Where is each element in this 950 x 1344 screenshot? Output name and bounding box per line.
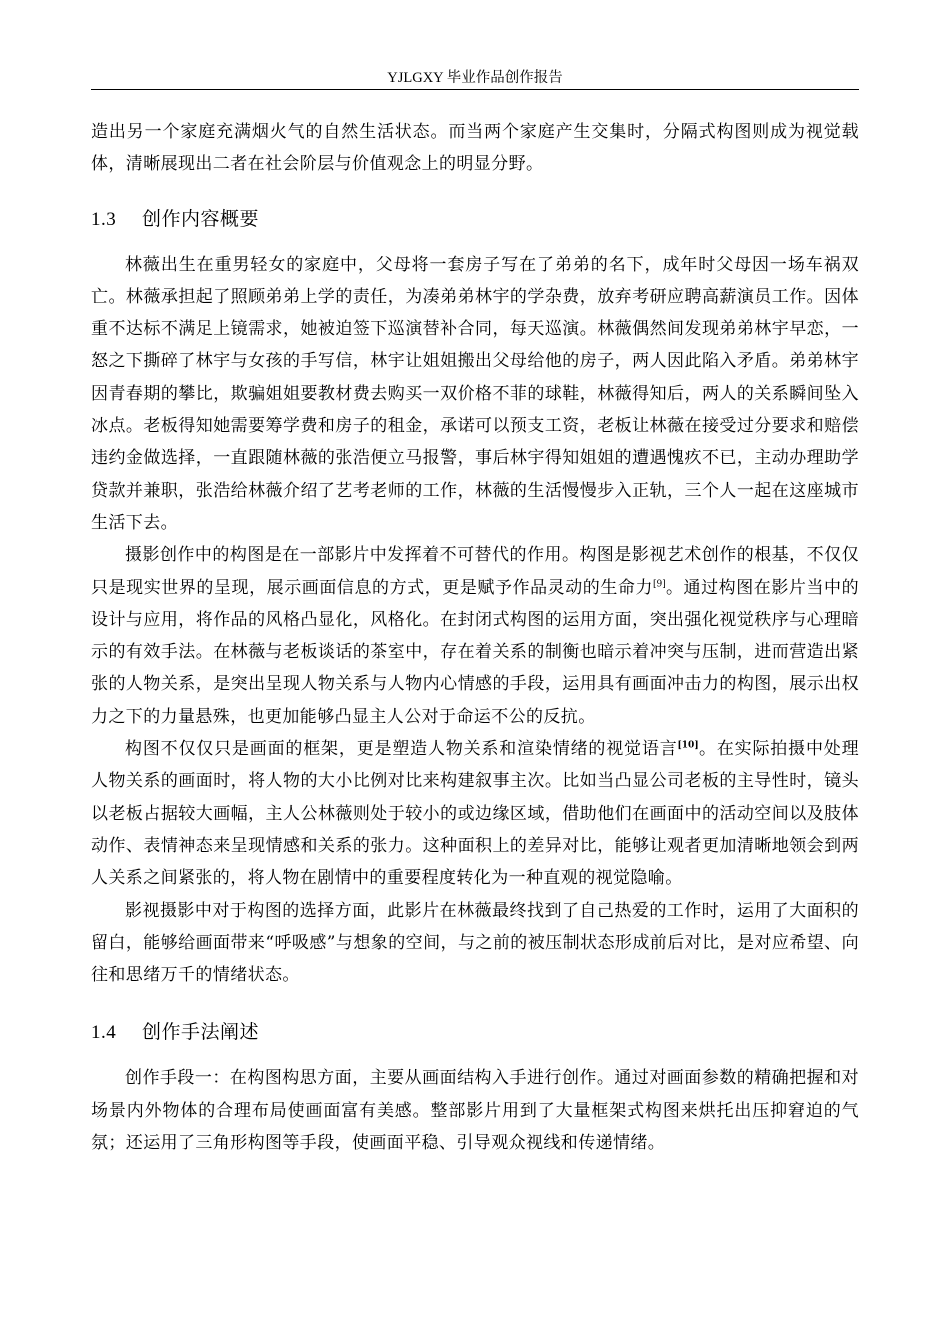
section-number: 1.3 — [91, 208, 117, 230]
paragraph-text: 构图不仅仅只是画面的框架，更是塑造人物关系和渲染情绪的视觉语言 — [125, 739, 678, 760]
section-title: 创作内容概要 — [142, 207, 260, 230]
section-heading-1-3 — [91, 204, 859, 235]
document-body — [91, 116, 859, 1159]
paragraph-content-summary: 林薇出生在重男轻女的家庭中，父母将一套房子写在了弟弟的名下，成年时父母因一场车祸双亡。林薇承担起了照顾弟弟上学的责任，为凑弟弟林宇的学杂费，放弃考研应聘高薪演员工作。因体重不达标不满足上镜需求，她被迫签下巡演替补合同，每天巡演。林薇偶然间发现弟弟林宇早恋，一怒之下撕碎了林宇与女孩的手写信，林宇让姐姐搬出父母给他的房子，两人因此陷入矛盾。弟弟林宇因青春期的攀比，欺骗姐姐要教材费去购买一双价格不菲的球鞋，林薇得知后，两人的关系瞬间坠入冰点。老板得知她需要筹学费和房子的租金，承诺可以预支工资，老板让林薇在接受过分要求和赔偿违约金做选择，一直跟随林薇的张浩便立马报警，事后林宇得知姐姐的遭遇愧疚不已，主动办理助学贷款并兼职，张浩给林薇介绍了艺考老师的工作，林薇的生活慢慢步入正轨，三个人一起在这座城市生活下去。 — [91, 254, 859, 533]
header-title: YJLGXY 毕业作品创作报告 — [387, 70, 563, 86]
paragraph-text: 。在实际拍摄中处理人物关系的画面时，将人物的大小比例对比来构建叙事主次。比如当凸显公司老板的主导性时，镜头以老板占据较大画幅，主人公林薇则处于较小的或边缘区域，借助他们在画面中的活动空间以及肢体动作、表情神态来呈现情感和关系的张力。这种面积上的差异对比，能够让观者更加清晰地领会到两人关系之间紧张的，将人物在剧情中的重要程度转化为一种直观的视觉隐喻。 — [91, 739, 859, 889]
paragraph-composition-role — [91, 539, 859, 733]
section-title: 创作手法阐述 — [142, 1021, 260, 1044]
citation-ref-9: [9] — [653, 578, 666, 589]
paragraph-technique-one: 创作手段一：在构图构思方面，主要从画面结构入手进行创作。通过对画面参数的精确把握和对场景内外物体的合理布局使画面富有美感。整部影片用到了大量框架式构图来烘托出压抑窘迫的气氛；还运用了三角形构图等手段，使画面平稳、引导观众视线和传递情绪。 — [91, 1068, 859, 1154]
paragraph-continued: 造出另一个家庭充满烟火气的自然生活状态。而当两个家庭产生交集时，分隔式构图则成为视觉载体，清晰展现出二者在社会阶层与价值观念上的明显分野。 — [91, 122, 859, 175]
paragraph-negative-space: 影视摄影中对于构图的选择方面，此影片在林薇最终找到了自己热爱的工作时，运用了大面积的留白，能够给画面带来“呼吸感”与想象的空间，与之前的被压制状态形成前后对比，是对应希望、向往和思绪万千的情绪状态。 — [91, 900, 859, 986]
section-heading-1-4 — [91, 1017, 859, 1048]
page-header — [91, 68, 859, 90]
paragraph-visual-language — [91, 733, 859, 894]
paragraph-text: 摄影创作中的构图是在一部影片中发挥着不可替代的作用。构图是影视艺术创作的根基，不仅仅只是现实世界的呈现，展示画面信息的方式，更是赋予作品灵动的生命力 — [91, 545, 859, 598]
section-number: 1.4 — [91, 1022, 117, 1044]
citation-ref-10: [10] — [677, 740, 699, 751]
paragraph-text: 。通过构图在影片当中的设计与应用，将作品的风格凸显化，风格化。在封闭式构图的运用方面，突出强化视觉秩序与心理暗示的有效手法。在林薇与老板谈话的茶室中，存在着关系的制衡也暗示着冲突与压制，进而营造出紧张的人物关系，是突出呈现人物关系与人物内心情感的手段，运用具有画面冲击力的构图，展示出权力之下的力量悬殊，也更加能够凸显主人公对于命运不公的反抗。 — [91, 577, 859, 727]
